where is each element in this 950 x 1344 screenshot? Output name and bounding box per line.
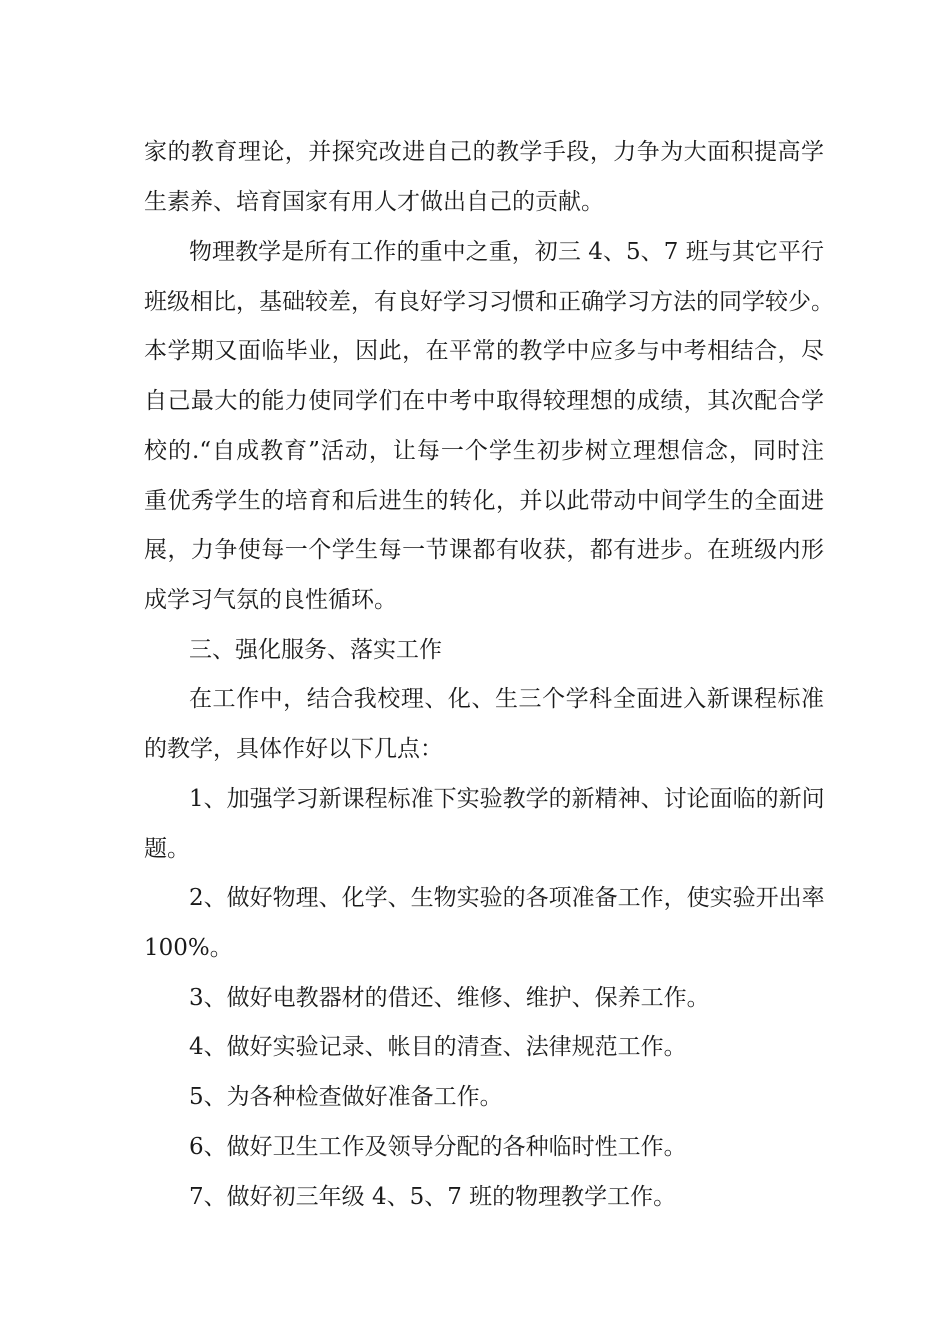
text-line: 展，力争使每一个学生每一节课都有收获，都有进步。在班级内形 xyxy=(144,537,824,563)
section-heading: 三、强化服务、落实工作 xyxy=(189,637,442,663)
text-line: 家的教育理论，并探究改进自己的教学手段，力争为大面积提高学 xyxy=(144,139,824,165)
text-line: 题。 xyxy=(144,836,190,862)
list-item: 2、做好物理、化学、生物实验的各项准备工作，使实验开出率 xyxy=(189,885,825,911)
text-line: 班级相比，基础较差，有良好学习习惯和正确学习方法的同学较少。 xyxy=(144,289,834,315)
text-line: 自己最大的能力使同学们在中考中取得较理想的成绩，其次配合学 xyxy=(144,388,824,414)
text-line: 成学习气氛的良性循环。 xyxy=(144,587,397,613)
text-line: 的教学，具体作好以下几点： xyxy=(144,736,443,762)
list-item: 6、做好卫生工作及领导分配的各种临时性工作。 xyxy=(189,1134,687,1160)
list-item: 7、做好初三年级 4、5、7 班的物理教学工作。 xyxy=(189,1184,677,1210)
text-line: 100%。 xyxy=(144,935,233,961)
text-line: 校的.“自成教育”活动，让每一个学生初步树立理想信念，同时注 xyxy=(144,438,824,464)
text-line: 重优秀学生的培育和后进生的转化，并以此带动中间学生的全面进 xyxy=(144,488,824,514)
list-item: 1、加强学习新课程标准下实验教学的新精神、讨论面临的新问 xyxy=(189,786,825,812)
list-item: 3、做好电教器材的借还、维修、维护、保养工作。 xyxy=(189,985,710,1011)
text-line: 物理教学是所有工作的重中之重，初三 4、5、7 班与其它平行 xyxy=(189,239,824,265)
text-line: 生素养、培育国家有用人才做出自己的贡献。 xyxy=(144,189,604,215)
text-line: 本学期又面临毕业，因此，在平常的教学中应多与中考相结合，尽 xyxy=(144,338,824,364)
text-line: 在工作中，结合我校理、化、生三个学科全面进入新课程标准 xyxy=(189,686,824,712)
list-item: 5、为各种检查做好准备工作。 xyxy=(189,1084,503,1110)
list-item: 4、做好实验记录、帐目的清查、法律规范工作。 xyxy=(189,1034,687,1060)
